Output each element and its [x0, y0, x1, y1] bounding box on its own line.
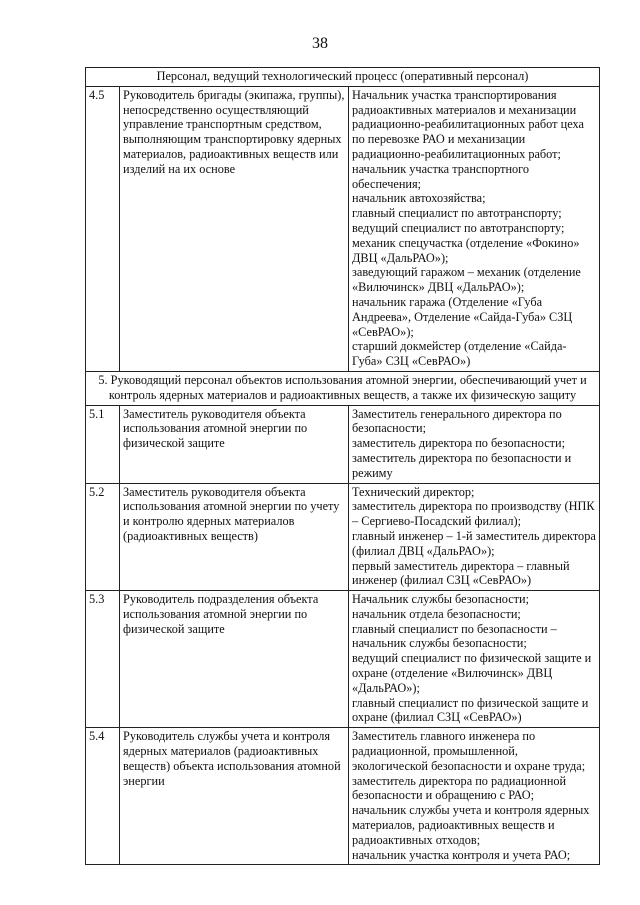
position-list-item: механик спецучастка (отделение «Фокино» ДВЦ «ДальРАО»);	[352, 235, 580, 265]
position-list-item: главный специалист по безопасности – начальник службы безопасности;	[352, 621, 557, 651]
position-list-item: главный инженер – 1-й заместитель директора (филиал ДВЦ «ДальРАО»);	[352, 528, 596, 558]
position-list-item: начальник участка контроля и учета РАО;	[352, 847, 571, 862]
position-list-item: заместитель директора по радиационной безопасности и обращению с РАО;	[352, 773, 567, 803]
row-number: 5.2	[86, 483, 120, 591]
position-description: Руководитель подразделения объекта использования атомной энергии по физической защите	[120, 591, 349, 728]
section-row	[86, 371, 600, 405]
position-description: Руководитель бригады (экипажа, группы), непосредственно осуществляющий управление транспортным средством, выполняющим транспортировку ядерных материалов, радиоактивных веществ или изделий на их основе	[120, 86, 349, 371]
table-row	[86, 591, 600, 728]
position-list-item: начальник службы учета и контроля ядерных материалов, радиоактивных веществ и радиоактивных отходов;	[352, 803, 590, 847]
position-description: Заместитель руководителя объекта использования атомной энергии по учету и контролю ядерных материалов (радиоактивных веществ)	[120, 483, 349, 591]
position-list-item: заместитель директора по безопасности;	[352, 436, 566, 451]
page-number: 38	[312, 35, 328, 52]
position-list-item: начальник отдела безопасности;	[352, 606, 521, 621]
positions-list	[349, 405, 600, 483]
positions-list	[349, 591, 600, 728]
position-description: Руководитель службы учета и контроля ядерных материалов (радиоактивных веществ) объекта использования атомной энергии	[120, 728, 349, 865]
position-list-item: главный специалист по автотранспорту;	[352, 206, 562, 221]
table-row	[86, 483, 600, 591]
position-list-item: заместитель директора по производству (НПК – Сергиево-Посадский филиал);	[352, 499, 595, 529]
position-list-item: старший докмейстер (отделение «Сайда-Губа» СЗЦ «СевРАО»)	[352, 339, 567, 369]
positions-list	[349, 728, 600, 865]
position-list-item: заведующий гаражом – механик (отделение «Вилючинск» ДВЦ «ДальРАО»);	[352, 265, 581, 295]
positions-list	[349, 483, 600, 591]
table-row	[86, 728, 600, 865]
row-number: 5.4	[86, 728, 120, 865]
positions-list	[349, 86, 600, 371]
position-list-item: начальник гаража (Отделение «Губа Андреева», Отделение «Сайда-Губа» СЗЦ «СевРАО»);	[352, 294, 573, 339]
table-row	[86, 405, 600, 483]
positions-table	[85, 67, 600, 865]
position-list-item: ведущий специалист по физической защите и охране (отделение «Вилючинск» ДВЦ «ДальРАО»);	[352, 651, 592, 695]
header-row-text: Персонал, ведущий технологический процесс (оперативный персонал)	[86, 68, 600, 87]
position-list-item: Заместитель главного инженера по радиационной, промышленной, экологической безопасности и охране труда;	[352, 729, 586, 773]
position-list-item: заместитель директора по безопасности и режиму	[352, 450, 572, 480]
position-list-item: начальник участка транспортного обеспечения;	[352, 161, 530, 191]
row-number: 4.5	[86, 86, 120, 371]
position-list-item: Начальник службы безопасности;	[352, 592, 530, 607]
row-number: 5.1	[86, 405, 120, 483]
position-list-item: Технический директор;	[352, 484, 475, 499]
position-list-item: первый заместитель директора – главный инженер (филиал СЗЦ «СевРАО»)	[352, 558, 570, 588]
position-list-item: главный специалист по физической защите и охране (филиал СЗЦ «СевРАО»)	[352, 695, 589, 725]
position-list-item: ведущий специалист по автотранспорту;	[352, 220, 565, 235]
position-description: Заместитель руководителя объекта использования атомной энергии по физической защите	[120, 405, 349, 483]
position-list-item: начальник автохозяйства;	[352, 191, 486, 206]
section-5-title: 5. Руководящий персонал объектов использования атомной энергии, обеспечивающий учет и контроль ядерных материалов и радиоактивных веществ, а также их физическую защиту	[86, 371, 600, 405]
row-number: 5.3	[86, 591, 120, 728]
position-list-item: Начальник участка транспортирования радиоактивных материалов и механизации радиационно-реабилитационных работ цеха по перевозке РАО и механизации радиационно-реабилитационных работ;	[352, 87, 584, 161]
header-row	[86, 68, 600, 87]
position-list-item: Заместитель генерального директора по безопасности;	[352, 406, 562, 436]
table-row	[86, 86, 600, 371]
